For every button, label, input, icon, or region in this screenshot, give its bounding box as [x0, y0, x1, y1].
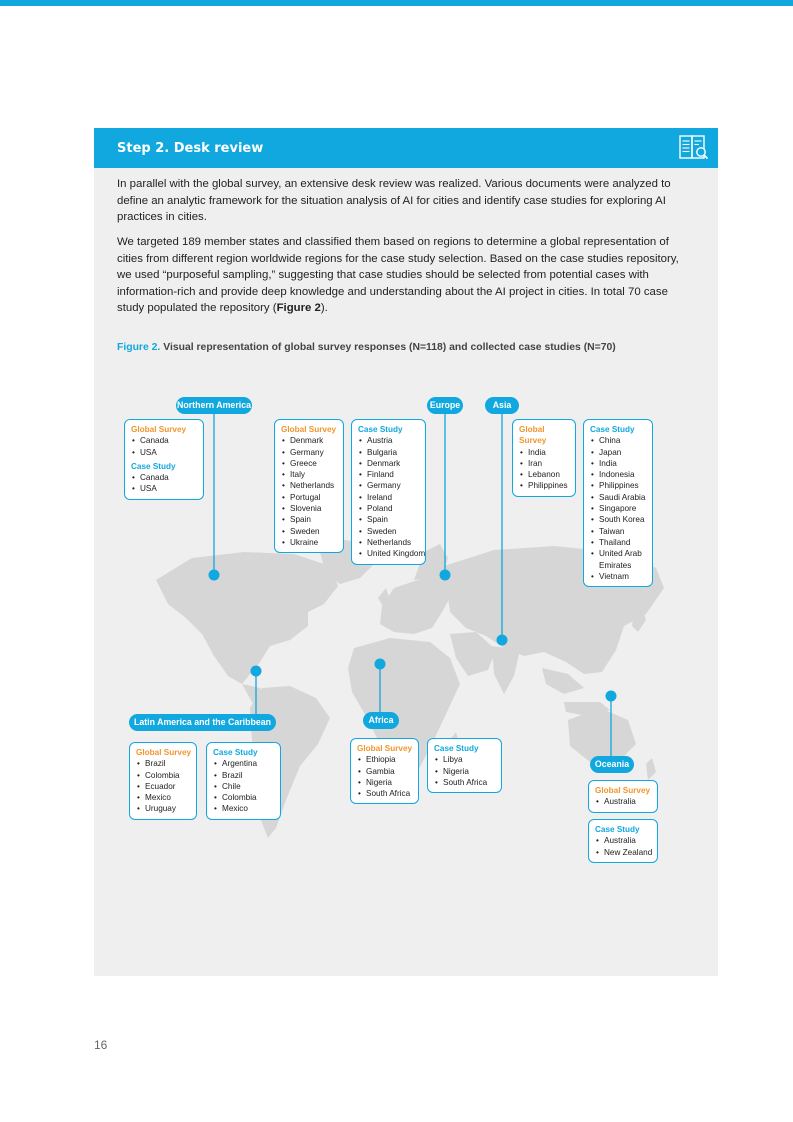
- case-study-title: Case Study: [131, 461, 176, 471]
- list-item: • Chile: [213, 781, 276, 792]
- marker-asia: [497, 635, 508, 646]
- europe-case-list: [358, 435, 426, 559]
- list-item: • Australia: [595, 796, 653, 807]
- list-item: • Sweden: [281, 526, 339, 537]
- list-item: • Austria: [358, 435, 421, 446]
- region-label-northern-america: Northern America: [176, 397, 252, 414]
- list-item: • Ireland: [358, 492, 421, 503]
- list-item: • Argentina: [213, 758, 276, 769]
- list-item: • Bulgaria: [358, 447, 421, 458]
- list-item: • Singapore: [590, 503, 648, 514]
- page-number: 16: [94, 1038, 108, 1052]
- latin-america-survey-box: [129, 742, 197, 820]
- africa-survey-list: [357, 754, 414, 799]
- list-item: • India: [590, 458, 648, 469]
- marker-oceania: [606, 691, 617, 702]
- marker-latin-america: [251, 666, 262, 677]
- list-item: • Italy: [281, 469, 339, 480]
- top-accent-bar: [0, 0, 793, 6]
- oceania-case-list: [595, 835, 653, 858]
- case-study-title: Case Study: [434, 744, 479, 753]
- list-item: • South Africa: [434, 777, 497, 788]
- list-item: • United Arab Emirates: [590, 548, 648, 571]
- latin-america-case-box: [206, 742, 281, 820]
- europe-case-box: [351, 419, 426, 565]
- list-item: • Canada: [131, 435, 199, 446]
- list-item: • Libya: [434, 754, 497, 765]
- asia-case-box: [583, 419, 653, 587]
- region-label-oceania: Oceania: [590, 756, 634, 773]
- region-label-europe: Europe: [427, 397, 463, 414]
- list-item: • Sweden: [358, 526, 421, 537]
- africa-case-list: [434, 754, 497, 788]
- list-item: • USA: [131, 447, 199, 458]
- section-title: Step 2. Desk review: [117, 141, 264, 156]
- marker-northern-america: [209, 570, 220, 581]
- list-item: • Germany: [358, 480, 421, 491]
- list-item: • Indonesia: [590, 469, 648, 480]
- list-item: • Finland: [358, 469, 421, 480]
- list-item: • Denmark: [281, 435, 339, 446]
- marker-europe: [440, 570, 451, 581]
- list-item: • Mexico: [213, 803, 276, 814]
- list-item: • Lebanon: [519, 469, 571, 480]
- list-item: • Netherlands: [281, 480, 339, 491]
- list-item: • Colombia: [213, 792, 276, 803]
- case-study-title: Case Study: [358, 425, 403, 434]
- list-item: • Spain: [358, 514, 421, 525]
- africa-case-box: [427, 738, 502, 793]
- latin-america-survey-list: [136, 758, 192, 814]
- list-item: • Uruguay: [136, 803, 192, 814]
- list-item: • New Zealand: [595, 847, 653, 858]
- list-item: • Brazil: [213, 770, 276, 781]
- list-item: • India: [519, 447, 571, 458]
- marker-africa: [375, 659, 386, 670]
- desk-review-panel: [94, 128, 718, 976]
- africa-survey-box: [350, 738, 419, 804]
- list-item: • South Africa: [357, 788, 414, 799]
- list-item: • Slovenia: [281, 503, 339, 514]
- northern-america-box: [124, 419, 204, 500]
- list-item: • Greece: [281, 458, 339, 469]
- region-label-asia: Asia: [485, 397, 519, 414]
- list-item: • Japan: [590, 447, 648, 458]
- global-survey-title: Global Survey: [357, 744, 413, 753]
- list-item: • Vietnam: [590, 571, 648, 582]
- asia-survey-list: [519, 447, 571, 492]
- list-item: • Germany: [281, 447, 339, 458]
- case-study-title: Case Study: [213, 748, 258, 757]
- europe-survey-list: [281, 435, 339, 548]
- list-item: • Spain: [281, 514, 339, 525]
- northern-america-survey-list: [131, 435, 199, 458]
- region-label-africa: Africa: [363, 712, 399, 729]
- oceania-survey-box: [588, 780, 658, 813]
- europe-survey-box: [274, 419, 344, 553]
- global-survey-title: Global Survey: [131, 425, 187, 434]
- case-study-title: Case Study: [595, 825, 640, 834]
- list-item: • Netherlands: [358, 537, 421, 548]
- paragraph-sampling: We targeted 189 member states and classified them based on regions to determine a global representation of cities from different region worldwide regions for the case study selection. Based on the case studies repository, we used “purposeful sampling,” suggesting that case studies should be selected from potential cases with information-rich and provide deep knowledge and understanding about the AI project in cities. In total 70 case study populated the repository (Figure 2).: [117, 236, 679, 315]
- global-survey-title: Global Survey: [136, 748, 192, 757]
- list-item: • Taiwan: [590, 526, 648, 537]
- figure-label: Figure 2.: [117, 342, 161, 353]
- list-item: • Brazil: [136, 758, 192, 769]
- list-item: • USA: [131, 483, 199, 494]
- list-item: • Philippines: [590, 480, 648, 491]
- list-item: • South Korea: [590, 514, 648, 525]
- global-survey-title: Global Survey: [519, 425, 547, 446]
- list-item: • Australia: [595, 835, 653, 846]
- list-item: • Ukraine: [281, 537, 339, 548]
- oceania-case-box: [588, 819, 658, 863]
- latin-america-case-list: [213, 758, 276, 814]
- list-item: • Nigeria: [357, 777, 414, 788]
- list-item: • Thailand: [590, 537, 648, 548]
- figure-reference[interactable]: Figure 2: [276, 302, 321, 315]
- list-item: • Colombia: [136, 770, 192, 781]
- list-item: • Canada: [131, 472, 199, 483]
- list-item: • Denmark: [358, 458, 421, 469]
- paragraph-intro: In parallel with the global survey, an extensive desk review was realized. Various documents were analyzed to define an analytic framework for the situation analysis of AI for cities and identify case studies for exploring AI practices in cities.: [117, 178, 671, 224]
- list-item: • Nigeria: [434, 766, 497, 777]
- list-item: • China: [590, 435, 648, 446]
- case-study-title: Case Study: [590, 425, 635, 434]
- list-item: • Iran: [519, 458, 571, 469]
- list-item: • Ethiopia: [357, 754, 414, 765]
- figure-caption-text: Visual representation of global survey responses (N=118) and collected case studies (N=70): [163, 342, 616, 353]
- region-label-latin-america: Latin America and the Caribbean: [129, 714, 276, 731]
- northern-america-case-list: [131, 472, 199, 495]
- list-item: • Portugal: [281, 492, 339, 503]
- list-item: • Saudi Arabia: [590, 492, 648, 503]
- asia-case-list: [590, 435, 648, 582]
- list-item: • United Kingdom: [358, 548, 421, 559]
- global-survey-title: Global Survey: [595, 786, 651, 795]
- list-item: • Gambia: [357, 766, 414, 777]
- list-item: • Ecuador: [136, 781, 192, 792]
- list-item: • Poland: [358, 503, 421, 514]
- oceania-survey-list: [595, 796, 653, 807]
- asia-survey-box: [512, 419, 576, 497]
- list-item: • Mexico: [136, 792, 192, 803]
- global-survey-title: Global Survey: [281, 425, 337, 434]
- list-item: • Philippines: [519, 480, 571, 491]
